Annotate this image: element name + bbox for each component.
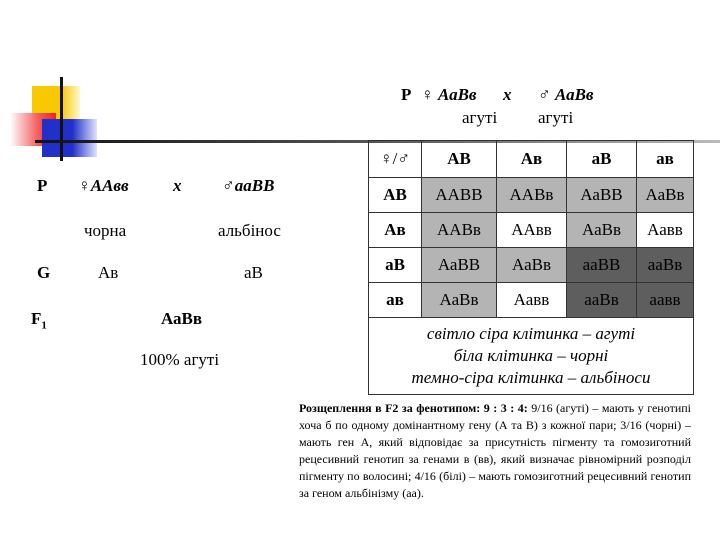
header-male-pheno: агуті [538,108,574,127]
cell: Аавв [497,283,567,318]
cell: аавв [637,283,694,318]
legend-black: біла клітинка – чорні [453,346,609,365]
legend-agouti: світло сіра клітинка – агуті [426,324,636,343]
cell: ааВВ [567,248,637,283]
f1-label: F [31,309,42,328]
col-header: аВ [567,141,637,178]
table-row [369,213,694,248]
left-p: P [37,176,48,195]
left-cross: x [173,176,182,195]
cell: ААвв [497,213,567,248]
row-header: ав [369,283,422,318]
legend-cell [369,318,694,395]
cell: ААВВ [422,178,497,213]
note-heading: Розщеплення в F2 за фенотипом: 9 : 3 : 4: [299,401,528,415]
left-g: G [37,263,51,282]
col-header: Ав [497,141,567,178]
table-row [369,283,694,318]
cell: АаВв [497,248,567,283]
table-row [369,178,694,213]
left-male-pheno: альбінос [218,221,281,240]
cell: АаВВ [422,248,497,283]
cell: АаВв [422,283,497,318]
f1-subscript: 1 [41,319,47,332]
cell: ааВв [637,248,694,283]
left-f1-pheno: 100% агуті [140,350,220,369]
decor-blue-square [42,119,97,157]
segregation-note [299,400,691,502]
left-gamete-1: Ав [98,263,119,282]
col-header: АВ [422,141,497,178]
cell: АаВв [637,178,694,213]
cell: ААВв [422,213,497,248]
left-female-pheno: чорна [84,221,127,240]
left-female: ♀ААвв [78,176,129,195]
table-row [369,248,694,283]
left-gamete-2: аВ [244,263,263,282]
legend-albino: темно-сіра клітинка – альбіноси [411,368,651,387]
note-text: 9/16 (агуті) – мають у генотипі хоча б по одному домінантному гену (А та В) з кожної пари; 3/16 (чорні) – мають ген А, який відповідає за присутність пігменту та гомозиготний рецесивний генотип за генами в (вв), який визначає рівномірний розподіл пігменту по волосині; 4/16 (білі) – мають гомозиготний рецесивний генотип за геном альбінізму (аа). [299,401,691,500]
header-female: ♀ АаВв [421,85,477,104]
col-header: ав [637,141,694,178]
header-female-pheno: агуті [462,108,498,127]
header-cross: x [503,85,512,104]
punnett-square [368,140,694,395]
row-header: АВ [369,178,422,213]
cell: АаВВ [567,178,637,213]
row-header: аВ [369,248,422,283]
row-header: Ав [369,213,422,248]
cell: Аавв [637,213,694,248]
header-p: P [401,85,412,104]
left-male: ♂ааВВ [222,176,275,195]
left-f1 [31,309,47,331]
decor-vertical-line [60,77,63,161]
header-male: ♂ АаВв [538,85,594,104]
corner-cell: ♀/♂ [369,141,422,178]
cell: ааВв [567,283,637,318]
cell: АаВв [567,213,637,248]
left-f1-genotype: АаВв [161,309,203,328]
cell: ААВв [497,178,567,213]
